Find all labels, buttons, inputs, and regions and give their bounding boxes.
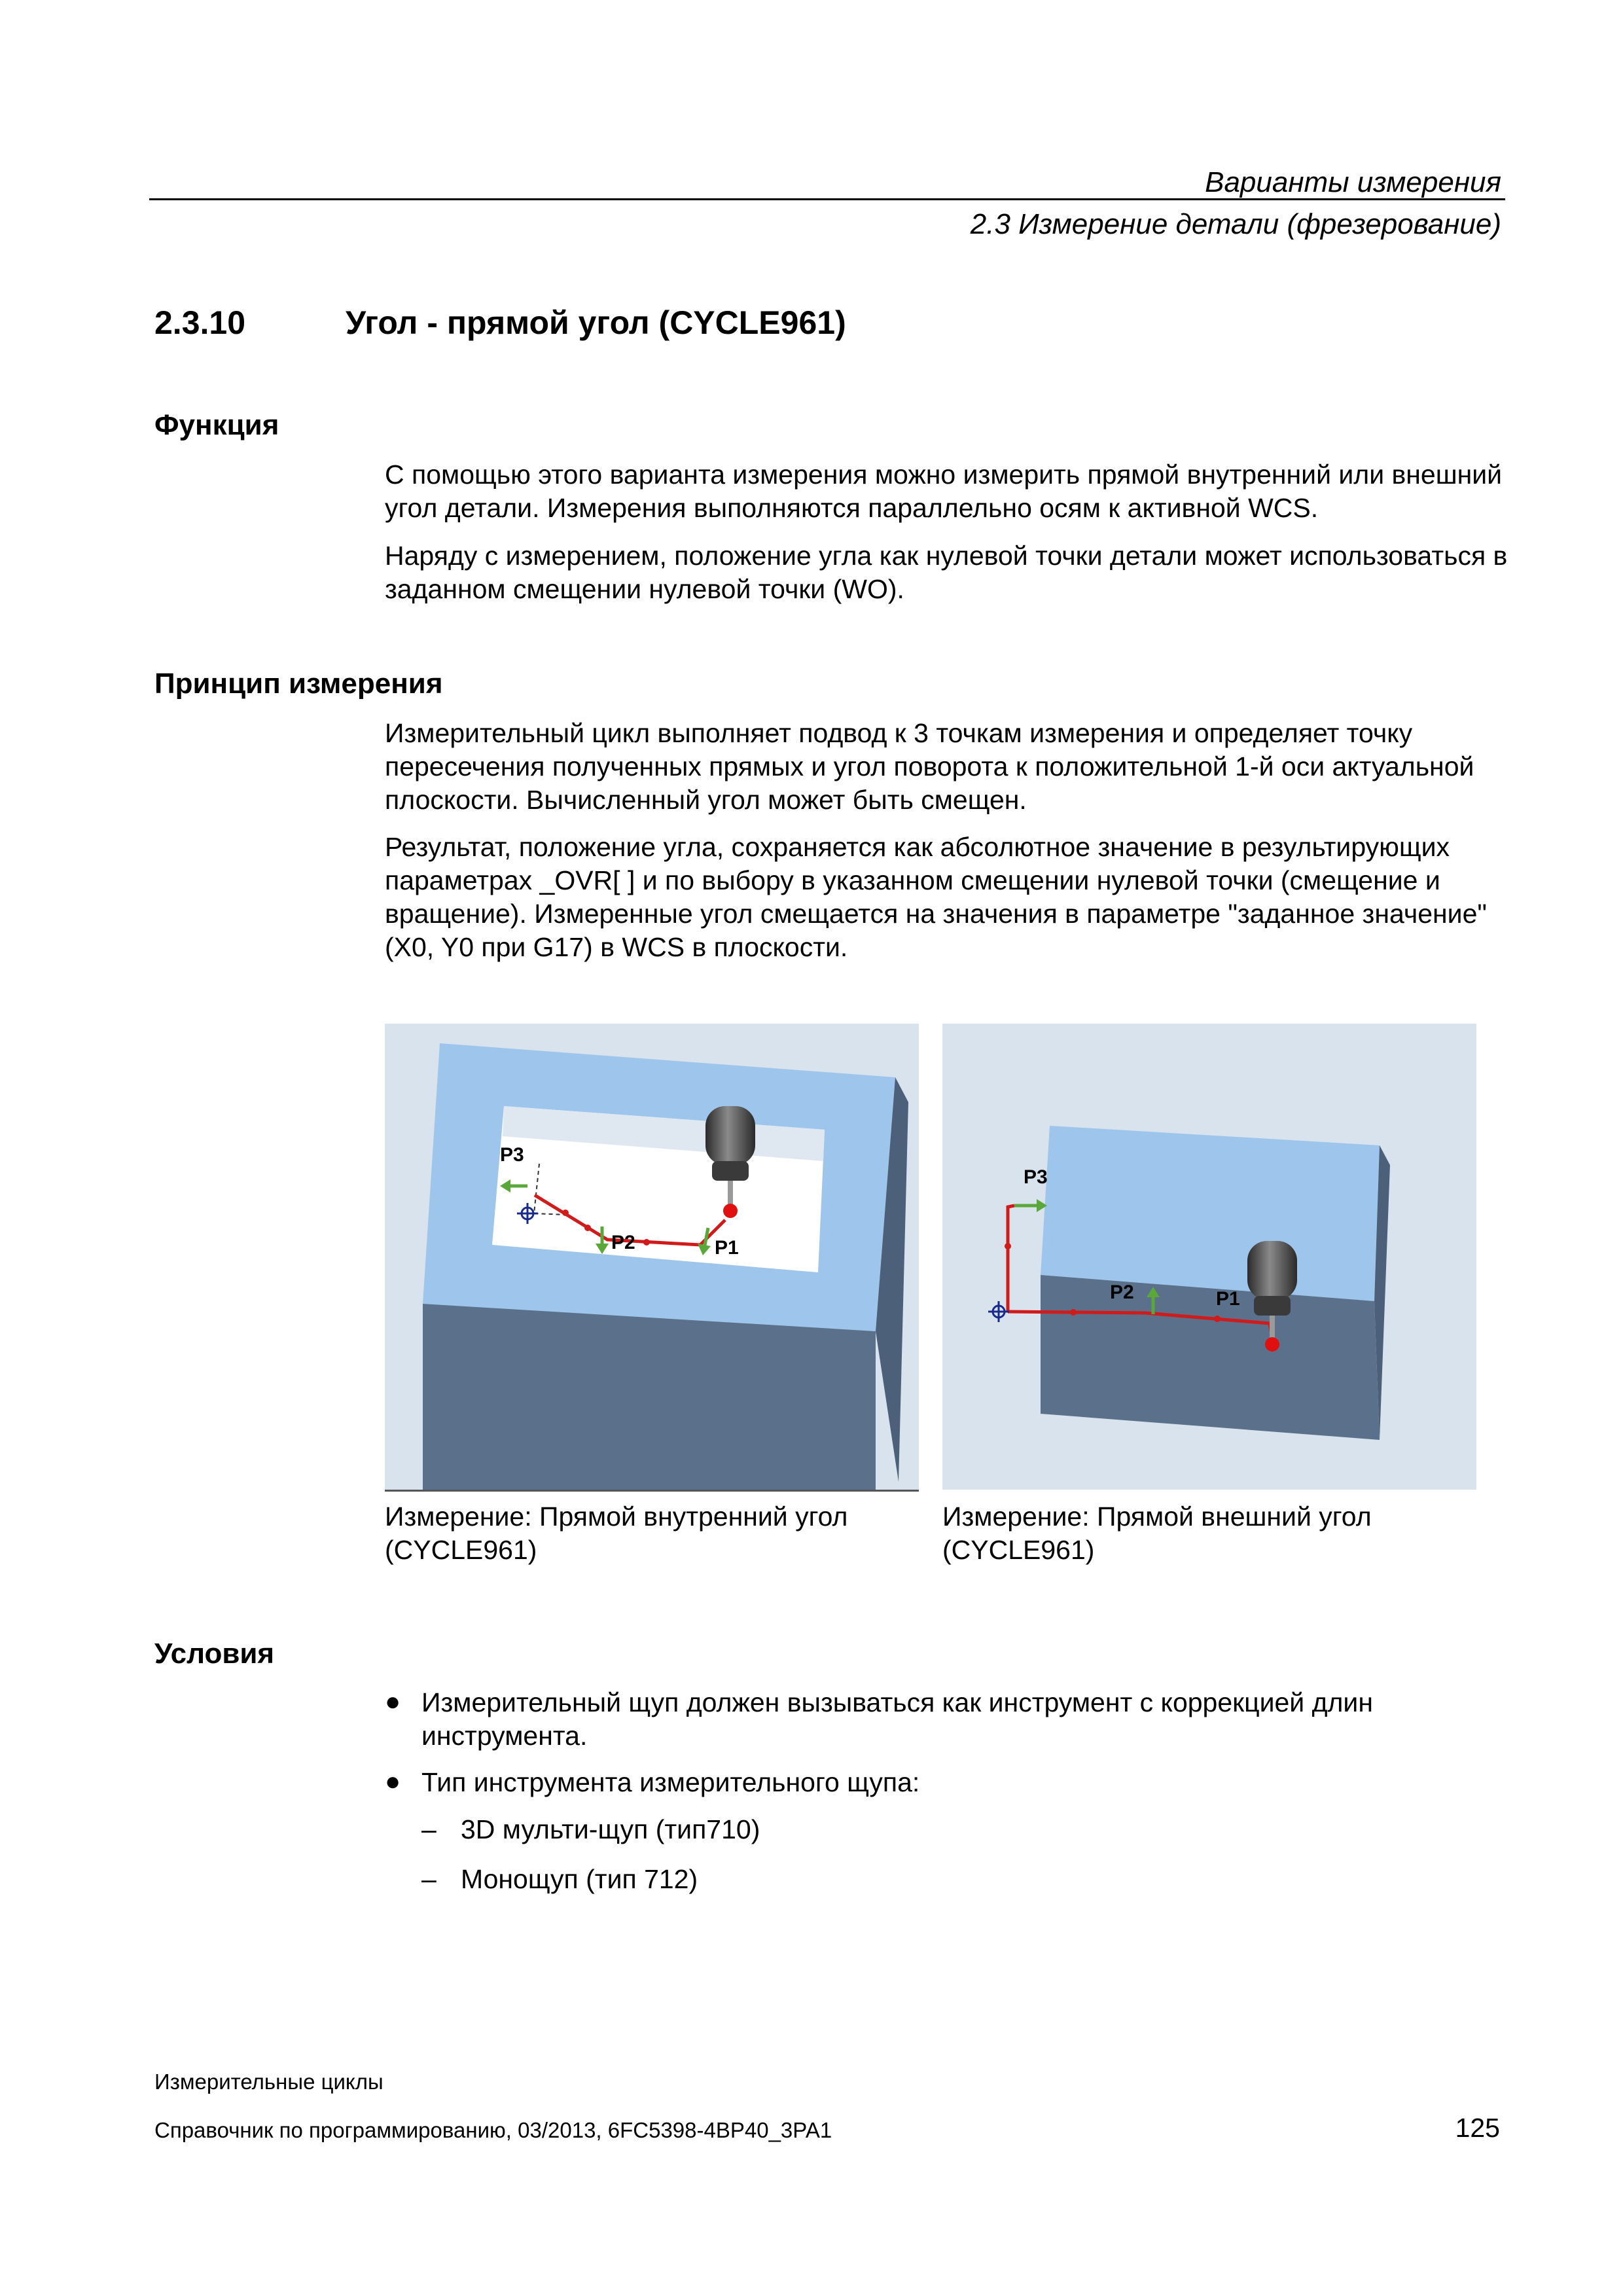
conditions-heading: Условия [154,1638,275,1670]
function-heading: Функция [154,409,279,441]
outer-corner-figure [942,1024,1476,1490]
block-front-face [1041,1275,1380,1440]
block-top-face [1041,1126,1380,1301]
inner-label-p3: P3 [500,1144,524,1166]
bullet-icon: ● [385,1687,401,1716]
outer-figure-caption [942,1500,1472,1567]
running-header-section: Варианты измерения [1205,166,1501,198]
outer-caption-line-2: (CYCLE961) [942,1535,1095,1565]
inner-corner-figure [385,1024,919,1490]
function-paragraph-1: С помощью этого варианта измерения можно измерить прямой внутренний или внешний угол детали. Измерения выполняются параллельно осям к активной WCS. [385,459,1503,523]
zero-point-marker [988,1301,1009,1322]
figure-bottom-rule [385,1490,919,1492]
outer-caption-line-1: Измерение: Прямой внешний угол [942,1501,1372,1532]
principle-paragraph-1: Измерительный цикл выполняет подвод к 3 точкам измерения и определяет точку пересечения полученных прямых и угол поворота к положительной 1-й оси актуальной плоскости. Вычисленный угол может быть смещен. [385,718,1474,815]
function-paragraph-2: Наряду с измерением, положение угла как нулевой точки детали может использоваться в заданном смещении нулевой точки (WO). [385,541,1508,604]
conditions-bullet-2: Тип инструмента измерительного щупа: [421,1767,920,1797]
inner-figure-caption [385,1500,915,1567]
conditions-subitem-2: Монощуп (тип 712) [461,1864,698,1894]
section-title: Угол - прямой угол (CYCLE961) [346,304,846,341]
running-header-subsection: 2.3 Измерение детали (фрезерование) [970,208,1501,240]
header-rule [149,198,1505,200]
inner-caption-line-1: Измерение: Прямой внутренний угол [385,1501,848,1532]
outer-label-p3: P3 [1024,1166,1048,1188]
conditions-subitem-1: 3D мульти-щуп (тип710) [461,1814,760,1844]
dash-icon: – [421,1814,437,1844]
section-number: 2.3.10 [154,304,246,341]
conditions-bullet-1: Измерительный щуп должен вызываться как инструмент с коррекцией длин инструмента. [421,1687,1373,1751]
page-number: 125 [1455,2113,1500,2143]
inner-label-p1: P1 [715,1237,739,1259]
outer-label-p2: P2 [1110,1282,1134,1303]
bullet-icon: ● [385,1767,401,1796]
principle-heading: Принцип измерения [154,668,443,700]
dash-icon: – [421,1864,437,1894]
block-front-face [423,1304,876,1490]
principle-paragraph-2: Результат, положение угла, сохраняется как абсолютное значение в результирующих параметрах _OVR[ ] и по выбору в указанном смещении нулевой точки (смещение и вращение). Измеренные угол смещается на значения в параметре "заданное значение" (X0, Y0 при G17) в WCS в плоскости. [385,832,1487,962]
footer-title: Измерительные циклы [154,2070,383,2094]
inner-caption-line-2: (CYCLE961) [385,1535,537,1565]
outer-label-p1: P1 [1216,1288,1240,1310]
footer-reference: Справочник по программированию, 03/2013, 6FC5398-4BP40_3PA1 [154,2118,832,2142]
probe-path [1008,1206,1014,1312]
inner-label-p2: P2 [611,1232,635,1253]
